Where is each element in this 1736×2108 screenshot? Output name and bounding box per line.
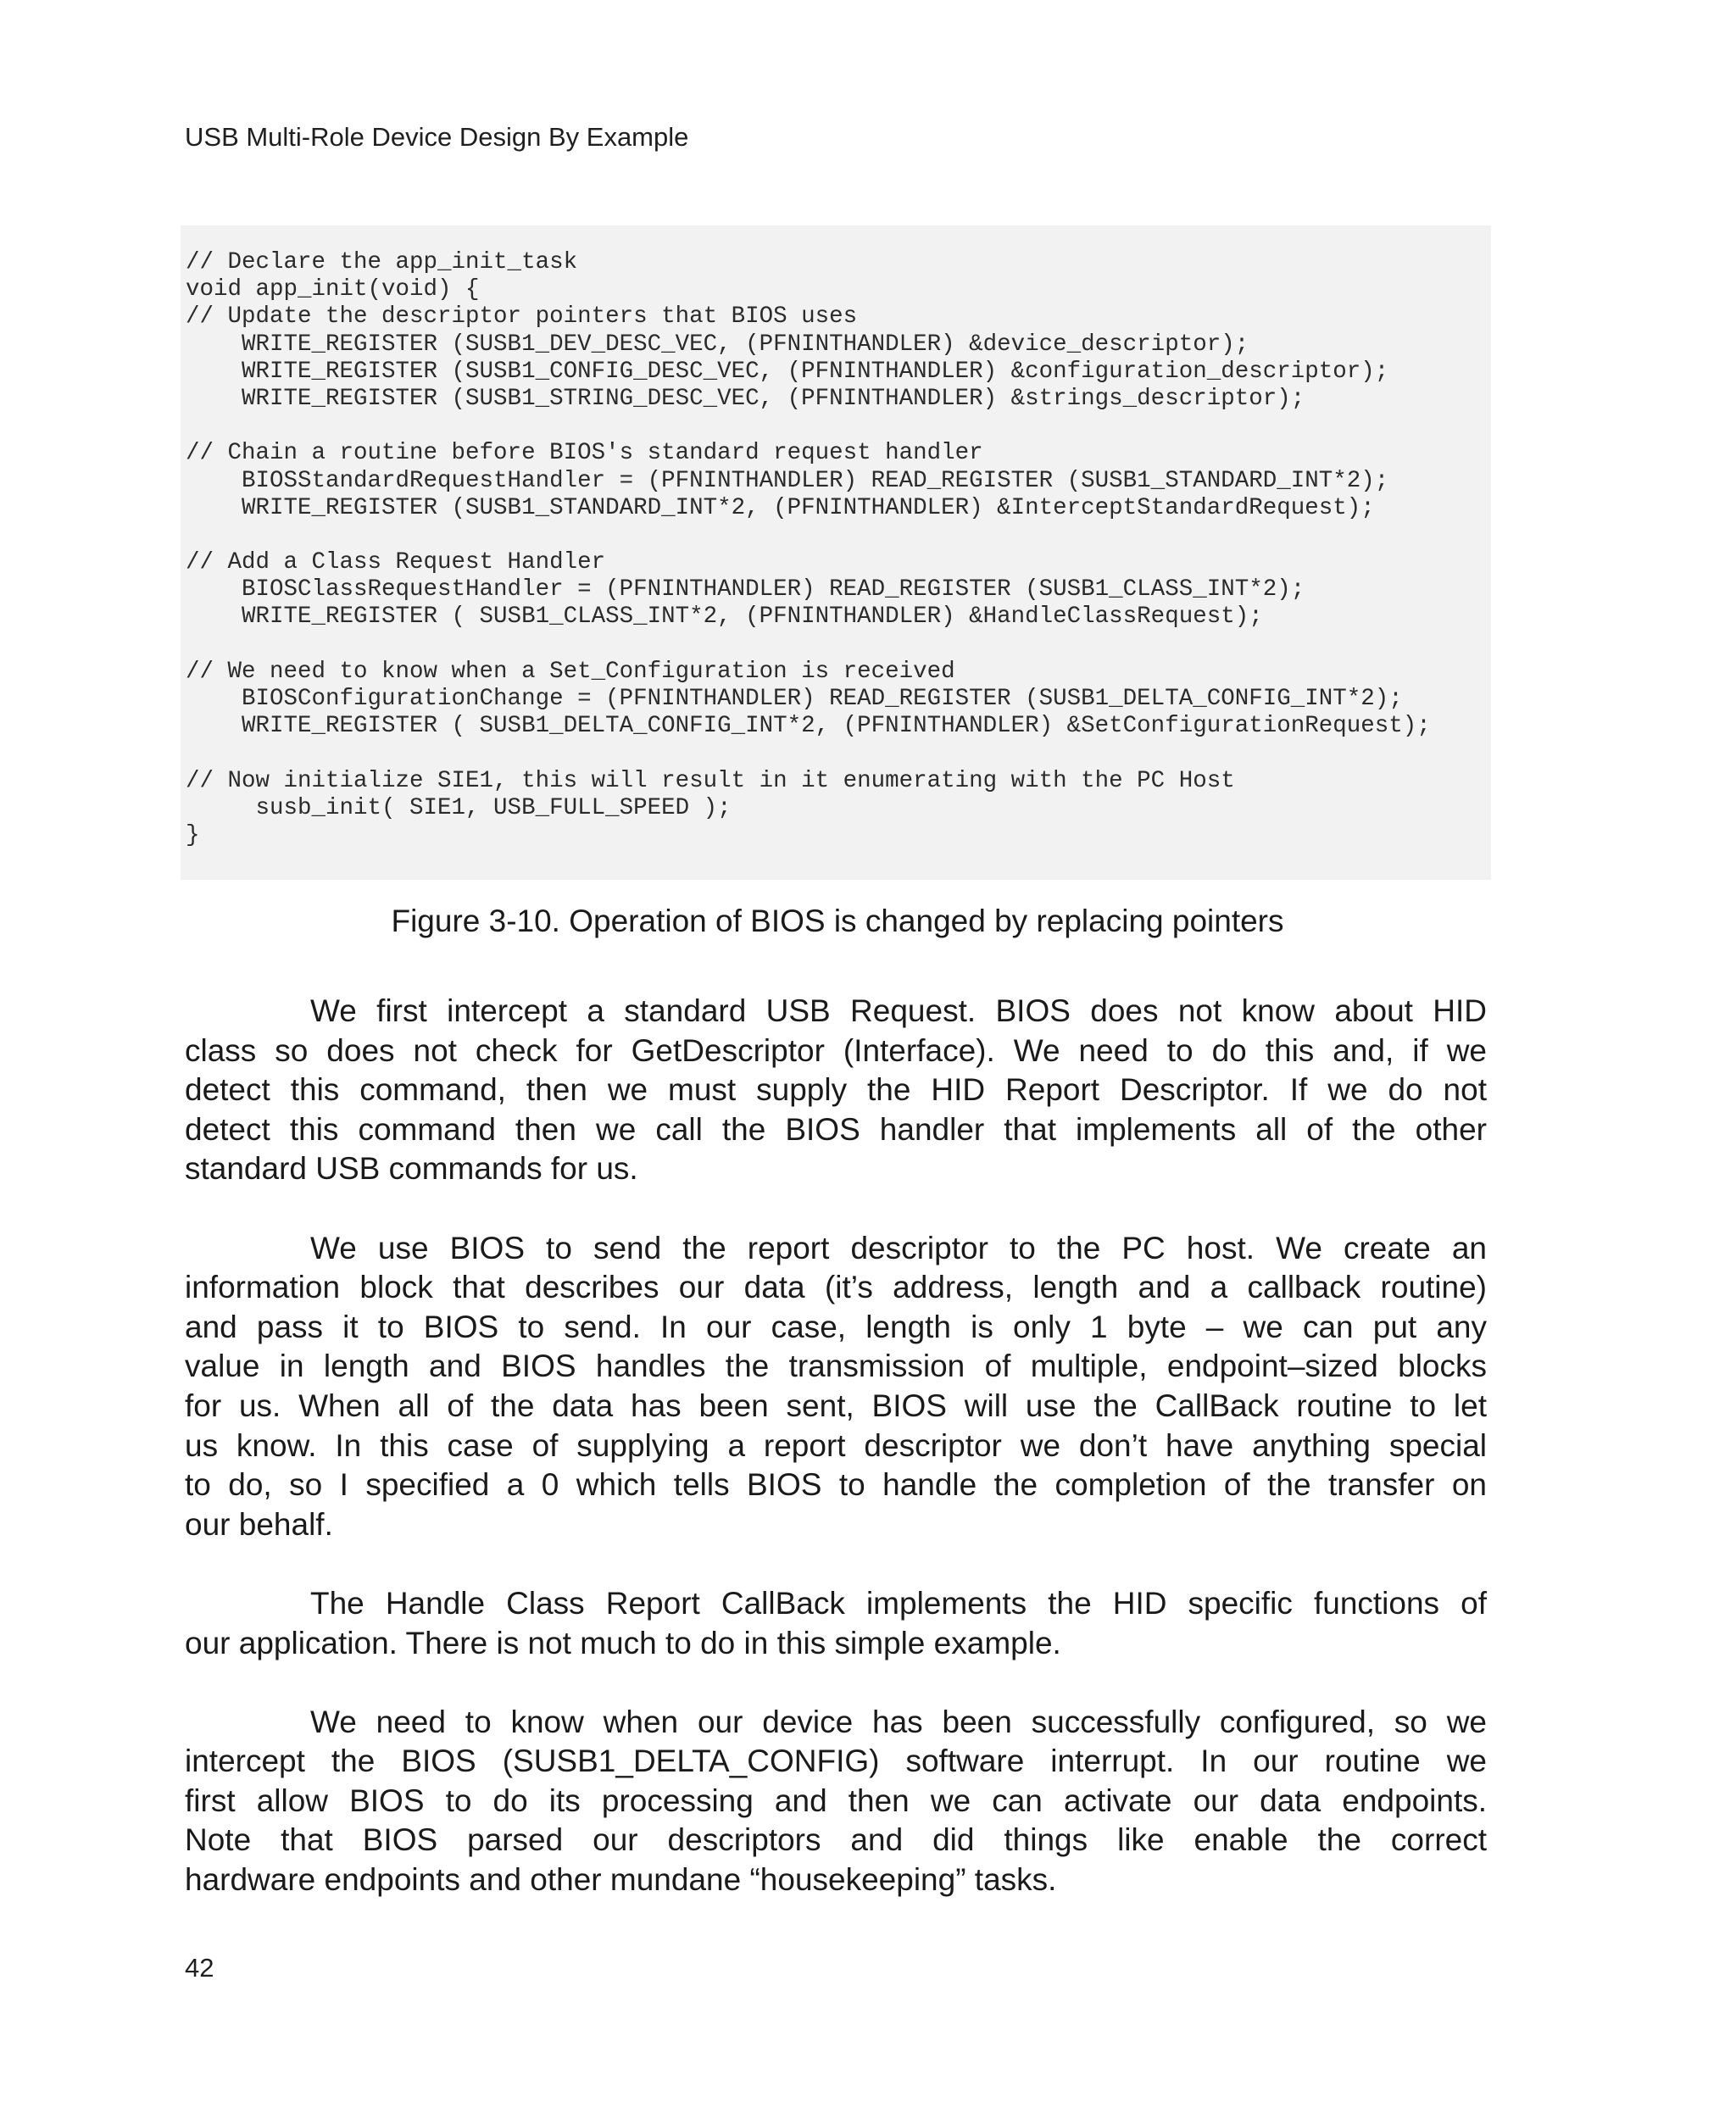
paragraph-line: first allow BIOS to do its processing and then we can activate our data endpoints. [185,1783,1487,1818]
paragraph [185,1229,1487,1545]
code-line: void app_init(void) { [186,276,480,303]
paragraph-line: The Handle Class Report CallBack implements the HID specific functions of [310,1585,1487,1621]
code-line: // Add a Class Request Handler [186,549,606,576]
code-line: WRITE_REGISTER (SUSB1_STANDARD_INT*2, (PFNINTHANDLER) &InterceptStandardRequest); [186,494,1375,521]
paragraph-line: intercept the BIOS (SUSB1_DELTA_CONFIG) software interrupt. In our routine we [185,1744,1487,1779]
code-line: // Chain a routine before BIOS's standard request handler [186,440,983,467]
paragraph-line: for us. When all of the data has been sent, BIOS will use the CallBack routine to let [185,1388,1487,1423]
code-line: susb_init( SIE1, USB_FULL_SPEED ); [186,794,732,821]
figure-caption: Figure 3-10. Operation of BIOS is changed by replacing pointers [391,904,1284,938]
running-header: USB Multi-Role Device Design By Example [185,122,689,152]
paragraph-line: information block that describes our data (it’s address, length and a callback routine) [185,1270,1487,1305]
code-line: WRITE_REGISTER (SUSB1_STRING_DESC_VEC, (PFNINTHANDLER) &strings_descriptor); [186,385,1305,412]
code-line: // Now initialize SIE1, this will result in it enumerating with the PC Host [186,767,1235,794]
code-line [186,522,1491,549]
code-line: // We need to know when a Set_Configuration is received [186,658,955,685]
paragraph-line: detect this command, then we must supply the HID Report Descriptor. If we do not [185,1072,1487,1108]
paragraph-line: We first intercept a standard USB Request. BIOS does not know about HID [310,993,1487,1028]
paragraph-line: our behalf. [185,1506,333,1542]
code-line: BIOSStandardRequestHandler = (PFNINTHANDLER) READ_REGISTER (SUSB1_STANDARD_INT*2); [186,467,1389,494]
paragraph-line: hardware endpoints and other mundane “housekeeping” tasks. [185,1862,1057,1898]
code-line: WRITE_REGISTER (SUSB1_CONFIG_DESC_VEC, (PFNINTHANDLER) &configuration_descriptor); [186,358,1389,385]
code-line [186,740,1491,767]
code-line [186,631,1491,659]
body-text [185,992,1487,1939]
code-line: BIOSClassRequestHandler = (PFNINTHANDLER) READ_REGISTER (SUSB1_CLASS_INT*2); [186,576,1305,603]
paragraph-line: detect this command then we call the BIOS handler that implements all of the other [185,1111,1487,1147]
paragraph-line: class so does not check for GetDescriptor (Interface). We need to do this and, if we [185,1032,1487,1068]
paragraph-line: standard USB commands for us. [185,1151,638,1187]
code-line: // Update the descriptor pointers that BIOS uses [186,303,858,331]
code-line: WRITE_REGISTER ( SUSB1_DELTA_CONFIG_INT*2, (PFNINTHANDLER) &SetConfigurationRequest); [186,713,1431,740]
code-line: BIOSConfigurationChange = (PFNINTHANDLER) READ_REGISTER (SUSB1_DELTA_CONFIG_INT*2); [186,686,1403,712]
paragraph [185,1703,1487,1900]
paragraph [185,1584,1487,1663]
code-listing [181,225,1491,880]
paragraph-line: Note that BIOS parsed our descriptors and did things like enable the correct [185,1822,1487,1858]
code-line: WRITE_REGISTER ( SUSB1_CLASS_INT*2, (PFNINTHANDLER) &HandleClassRequest); [186,603,1263,631]
code-line: WRITE_REGISTER (SUSB1_DEV_DESC_VEC, (PFNINTHANDLER) &device_descriptor); [186,331,1249,358]
paragraph-line: us know. In this case of supplying a report descriptor we don’t have anything special [185,1427,1487,1463]
paragraph-line: our application. There is not much to do in this simple example. [185,1625,1061,1660]
code-line [186,413,1491,440]
paragraph-line: We use BIOS to send the report descriptor to the PC host. We create an [310,1230,1487,1265]
page-number: 42 [185,1953,214,1983]
paragraph-line: We need to know when our device has been successfully configured, so we [310,1704,1487,1739]
paragraph-line: and pass it to BIOS to send. In our case, length is only 1 byte – we can put any [185,1309,1487,1344]
paragraph-line: value in length and BIOS handles the transmission of multiple, endpoint–sized blocks [185,1349,1487,1384]
paragraph-line: to do, so I specified a 0 which tells BIOS to handle the completion of the transfer on [185,1467,1487,1503]
code-line: } [186,821,200,848]
code-line: // Declare the app_init_task [186,249,578,275]
paragraph [185,992,1487,1189]
